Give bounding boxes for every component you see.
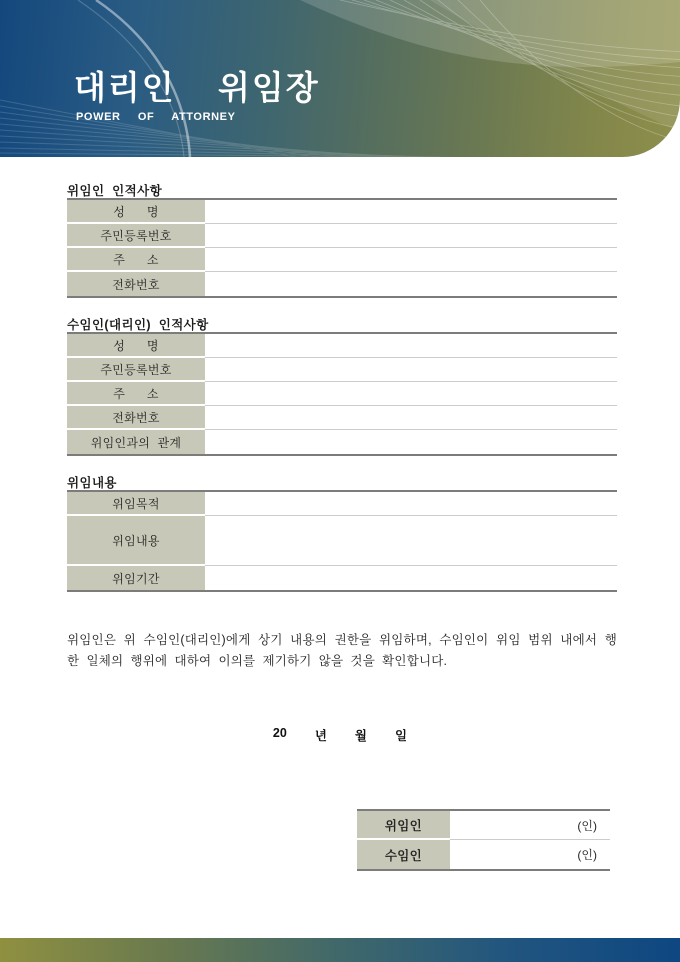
table-row	[67, 224, 617, 248]
signature-table	[357, 809, 610, 871]
table-row	[67, 358, 617, 382]
table-row	[357, 811, 610, 840]
table-row	[67, 248, 617, 272]
delegation-purpose-value-cell[interactable]	[205, 492, 617, 516]
agent-info-table	[67, 332, 617, 456]
agent-phone-value-cell[interactable]	[205, 406, 617, 430]
document-subtitle: POWER OF ATTORNEY	[76, 111, 236, 123]
seal-mark: (인)	[577, 818, 597, 833]
principal-name-value-cell[interactable]	[205, 200, 617, 224]
confirmation-statement: 위임인은 위 수임인(대리인)에게 상기 내용의 권한을 위임하며, 수임인이 위임 범위 내에서 행한 일체의 행위에 대하여 이의를 제기하기 않을 것을 확인합니다.	[67, 633, 617, 668]
footer-gradient-bar	[0, 938, 680, 962]
principal-phone-value-cell[interactable]	[205, 272, 617, 296]
table-row	[67, 200, 617, 224]
section-heading-delegation: 위임내용	[67, 476, 117, 490]
agent-resident-id-label: 주민등록번호	[67, 358, 205, 382]
signature-principal-label: 위임인	[357, 811, 450, 840]
header-banner	[0, 0, 680, 157]
table-row	[357, 840, 610, 869]
delegation-period-value-cell[interactable]	[205, 566, 617, 590]
table-row	[67, 430, 617, 454]
principal-info-table	[67, 198, 617, 298]
table-row	[67, 382, 617, 406]
date-year-label: 년	[314, 729, 327, 743]
section-heading-agent: 수임인(대리인) 인적사항	[67, 318, 209, 332]
principal-resident-id-label: 주민등록번호	[67, 224, 205, 248]
table-row	[67, 516, 617, 566]
section-heading-principal: 위임인 인적사항	[67, 184, 163, 198]
date-line	[0, 726, 680, 744]
table-row	[67, 272, 617, 296]
agent-relationship-label: 위임인과의 관계	[67, 430, 205, 454]
principal-address-value-cell[interactable]	[205, 248, 617, 272]
table-row	[67, 406, 617, 430]
delegation-purpose-label: 위임목적	[67, 492, 205, 516]
signature-principal-seal-cell[interactable]	[450, 811, 610, 840]
agent-resident-id-value-cell[interactable]	[205, 358, 617, 382]
date-month-label: 월	[354, 729, 367, 743]
date-day-label: 일	[394, 729, 408, 743]
principal-name-label: 성 명	[67, 200, 205, 224]
agent-name-value-cell[interactable]	[205, 334, 617, 358]
delegation-table	[67, 490, 617, 592]
delegation-period-label: 위임기간	[67, 566, 205, 590]
agent-name-label: 성 명	[67, 334, 205, 358]
table-row	[67, 334, 617, 358]
date-year-prefix: 20	[272, 726, 287, 740]
principal-resident-id-value-cell[interactable]	[205, 224, 617, 248]
table-row	[67, 492, 617, 516]
delegation-content-label: 위임내용	[67, 516, 205, 566]
principal-phone-label: 전화번호	[67, 272, 205, 296]
signature-agent-label: 수임인	[357, 840, 450, 869]
table-row	[67, 566, 617, 590]
signature-agent-seal-cell[interactable]	[450, 840, 610, 869]
agent-phone-label: 전화번호	[67, 406, 205, 430]
agent-address-label: 주 소	[67, 382, 205, 406]
delegation-content-value-cell[interactable]	[205, 516, 617, 566]
agent-address-value-cell[interactable]	[205, 382, 617, 406]
principal-address-label: 주 소	[67, 248, 205, 272]
seal-mark: (인)	[577, 848, 597, 862]
document-title: 대리인 위임장	[74, 69, 320, 106]
agent-relationship-value-cell[interactable]	[205, 430, 617, 454]
